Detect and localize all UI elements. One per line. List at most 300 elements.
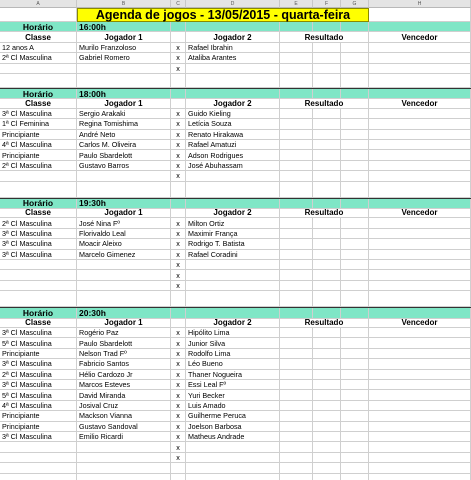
resultado-cell-2[interactable] [313,270,341,280]
resultado-cell-1[interactable] [280,218,313,228]
jogador1-cell[interactable]: Florivaldo Leal [77,229,171,239]
resultado-cell-3[interactable] [341,239,369,249]
vencedor-cell[interactable] [369,119,471,129]
blank-cell[interactable] [313,74,341,88]
blank-cell[interactable] [186,74,280,88]
vencedor-cell[interactable] [369,229,471,239]
jogador1-cell[interactable]: Moacir Aleixo [77,239,171,249]
resultado-cell-2[interactable] [313,328,341,338]
vencedor-cell[interactable] [369,432,471,442]
classe-header[interactable]: Classe [0,318,77,328]
vencedor-header[interactable]: Vencedor [369,208,471,218]
jogador1-cell[interactable]: Regina Tomishima [77,119,171,129]
resultado-cell-2[interactable] [313,218,341,228]
classe-cell[interactable]: 2ª Cl Masculina [0,218,77,228]
vs-cell[interactable]: x [171,281,186,291]
resultado-cell-1[interactable] [280,130,313,140]
column-header-c[interactable]: C [171,0,186,8]
blank-cell[interactable] [369,74,471,88]
title-row-blank-a[interactable] [0,8,77,22]
resultado-cell-3[interactable] [341,260,369,270]
time-row-fill[interactable] [186,22,280,32]
blank-cell[interactable] [77,474,171,480]
resultado-cell-3[interactable] [341,161,369,171]
vencedor-cell[interactable] [369,109,471,119]
classe-cell[interactable]: Principiante [0,422,77,432]
resultado-cell-3[interactable] [341,401,369,411]
blank-cell[interactable] [280,463,313,473]
classe-cell[interactable] [0,64,77,74]
jogador1-cell[interactable] [77,442,171,452]
vencedor-cell[interactable] [369,390,471,400]
horario-label[interactable]: Horário [0,22,77,32]
blank-cell[interactable] [280,291,313,307]
resultado-cell-3[interactable] [341,328,369,338]
blank-cell[interactable] [0,182,77,198]
resultado-cell-1[interactable] [280,150,313,160]
blank-cell[interactable] [77,182,171,198]
blank-cell[interactable] [77,74,171,88]
column-header-g[interactable]: G [341,0,369,8]
resultado-cell-2[interactable] [313,359,341,369]
resultado-cell-1[interactable] [280,250,313,260]
classe-cell[interactable]: 4ª Cl Masculina [0,140,77,150]
vencedor-cell[interactable] [369,218,471,228]
resultado-cell-1[interactable] [280,140,313,150]
resultado-cell-3[interactable] [341,359,369,369]
time-value[interactable]: 19:30h [77,199,171,209]
classe-cell[interactable]: Principiante [0,130,77,140]
resultado-cell-3[interactable] [341,349,369,359]
blank-cell[interactable] [0,74,77,88]
resultado-header[interactable]: Resultado [280,98,369,108]
classe-cell[interactable]: 3ª Cl Masculina [0,328,77,338]
resultado-cell-1[interactable] [280,401,313,411]
vencedor-cell[interactable] [369,53,471,63]
blank-cell[interactable] [171,182,186,198]
classe-cell[interactable] [0,453,77,463]
classe-cell[interactable]: 3ª Cl Masculina [0,380,77,390]
resultado-cell-1[interactable] [280,239,313,249]
vencedor-cell[interactable] [369,171,471,181]
resultado-cell-1[interactable] [280,109,313,119]
resultado-cell-3[interactable] [341,338,369,348]
jogador2-cell[interactable]: Luis Amado [186,401,280,411]
time-value[interactable]: 18:00h [77,89,171,99]
vs-cell[interactable]: x [171,349,186,359]
jogador2-cell[interactable]: Léo Bueno [186,359,280,369]
classe-cell[interactable]: 3ª Cl Masculina [0,359,77,369]
vs-cell[interactable]: x [171,53,186,63]
resultado-cell-3[interactable] [341,130,369,140]
vencedor-cell[interactable] [369,260,471,270]
jogador2-cell[interactable]: Guilherme Peruca [186,411,280,421]
classe-cell[interactable]: 1ª Cl Feminina [0,119,77,129]
vs-cell[interactable]: x [171,359,186,369]
classe-cell[interactable]: 3ª Cl Masculina [0,239,77,249]
resultado-cell-2[interactable] [313,260,341,270]
jogador1-cell[interactable]: José Nina Fº [77,218,171,228]
blank-cell[interactable] [313,463,341,473]
resultado-cell-3[interactable] [341,171,369,181]
resultado-cell-1[interactable] [280,270,313,280]
horario-label[interactable]: Horário [0,308,77,318]
resultado-cell-1[interactable] [280,281,313,291]
vs-cell[interactable]: x [171,130,186,140]
resultado-cell-1[interactable] [280,229,313,239]
vencedor-cell[interactable] [369,161,471,171]
vs-header-blank[interactable] [171,32,186,42]
vencedor-cell[interactable] [369,328,471,338]
vencedor-cell[interactable] [369,422,471,432]
resultado-cell-1[interactable] [280,390,313,400]
vs-cell[interactable]: x [171,401,186,411]
jogador2-cell[interactable] [186,442,280,452]
resultado-cell-1[interactable] [280,171,313,181]
jogador1-cell[interactable]: Fabricio Santos [77,359,171,369]
jogador1-cell[interactable]: Marcos Esteves [77,380,171,390]
time-row-fill[interactable] [280,22,313,32]
resultado-cell-3[interactable] [341,119,369,129]
vencedor-cell[interactable] [369,401,471,411]
vs-cell[interactable]: x [171,338,186,348]
jogador2-cell[interactable]: Adson Rodrigues [186,150,280,160]
jogador2-cell[interactable]: Rafael Coradini [186,250,280,260]
resultado-header[interactable]: Resultado [280,32,369,42]
resultado-cell-1[interactable] [280,119,313,129]
blank-cell[interactable] [369,182,471,198]
jogador1-cell[interactable] [77,270,171,280]
vencedor-cell[interactable] [369,130,471,140]
vencedor-cell[interactable] [369,281,471,291]
classe-header[interactable]: Classe [0,32,77,42]
jogador1-header[interactable]: Jogador 1 [77,32,171,42]
vs-cell[interactable]: x [171,150,186,160]
blank-cell[interactable] [0,463,77,473]
vencedor-cell[interactable] [369,64,471,74]
resultado-cell-3[interactable] [341,109,369,119]
title-row-blank-h[interactable] [369,8,471,22]
jogador1-cell[interactable]: Murilo Franzoloso [77,43,171,53]
jogador1-cell[interactable]: André Neto [77,130,171,140]
vencedor-cell[interactable] [369,338,471,348]
classe-cell[interactable] [0,281,77,291]
blank-cell[interactable] [77,291,171,307]
jogador2-cell[interactable]: Letícia Souza [186,119,280,129]
vs-cell[interactable]: x [171,140,186,150]
classe-header[interactable]: Classe [0,98,77,108]
jogador2-cell[interactable]: Hipólito Lima [186,328,280,338]
jogador2-cell[interactable] [186,270,280,280]
jogador2-cell[interactable] [186,281,280,291]
resultado-cell-3[interactable] [341,442,369,452]
blank-cell[interactable] [186,474,280,480]
blank-cell[interactable] [186,182,280,198]
resultado-cell-1[interactable] [280,422,313,432]
jogador1-cell[interactable]: Carlos M. Oliveira [77,140,171,150]
resultado-cell-2[interactable] [313,442,341,452]
jogador1-cell[interactable] [77,171,171,181]
resultado-cell-1[interactable] [280,380,313,390]
resultado-cell-3[interactable] [341,229,369,239]
resultado-cell-2[interactable] [313,130,341,140]
blank-cell[interactable] [77,463,171,473]
resultado-cell-2[interactable] [313,401,341,411]
jogador2-cell[interactable]: Essi Leal Fº [186,380,280,390]
sheet-title[interactable]: Agenda de jogos - 13/05/2015 - quarta-feira [77,8,369,22]
blank-cell[interactable] [171,474,186,480]
resultado-cell-2[interactable] [313,281,341,291]
resultado-cell-3[interactable] [341,281,369,291]
classe-header[interactable]: Classe [0,208,77,218]
jogador2-cell[interactable]: Thaner Nogueira [186,370,280,380]
resultado-cell-2[interactable] [313,411,341,421]
resultado-cell-2[interactable] [313,43,341,53]
resultado-cell-2[interactable] [313,239,341,249]
vs-cell[interactable]: x [171,250,186,260]
jogador1-cell[interactable]: Paulo Sbardelott [77,150,171,160]
jogador1-cell[interactable]: Marcelo Gimenez [77,250,171,260]
resultado-cell-1[interactable] [280,64,313,74]
jogador2-cell[interactable]: Rodolfo Lima [186,349,280,359]
classe-cell[interactable]: 3ª Cl Masculina [0,250,77,260]
jogador2-cell[interactable]: Yuri Becker [186,390,280,400]
jogador2-cell[interactable] [186,171,280,181]
jogador1-cell[interactable] [77,453,171,463]
jogador1-cell[interactable]: Paulo Sbardelott [77,338,171,348]
resultado-cell-2[interactable] [313,422,341,432]
vencedor-cell[interactable] [369,359,471,369]
vs-cell[interactable]: x [171,43,186,53]
jogador1-cell[interactable]: Gustavo Sandoval [77,422,171,432]
time-row-fill[interactable] [313,22,341,32]
blank-cell[interactable] [313,291,341,307]
blank-cell[interactable] [280,74,313,88]
resultado-cell-1[interactable] [280,161,313,171]
vs-cell[interactable]: x [171,161,186,171]
blank-cell[interactable] [186,463,280,473]
classe-cell[interactable]: 2ª Cl Masculina [0,161,77,171]
resultado-cell-3[interactable] [341,411,369,421]
vs-cell[interactable]: x [171,270,186,280]
classe-cell[interactable] [0,260,77,270]
vs-cell[interactable]: x [171,411,186,421]
classe-cell[interactable] [0,442,77,452]
resultado-cell-1[interactable] [280,43,313,53]
classe-cell[interactable]: Principiante [0,349,77,359]
blank-cell[interactable] [369,463,471,473]
jogador1-cell[interactable]: Josival Cruz [77,401,171,411]
jogador1-cell[interactable] [77,64,171,74]
horario-label[interactable]: Horário [0,89,77,99]
resultado-cell-3[interactable] [341,390,369,400]
vencedor-cell[interactable] [369,380,471,390]
column-header-h[interactable]: H [369,0,471,8]
classe-cell[interactable] [0,171,77,181]
resultado-header[interactable]: Resultado [280,318,369,328]
classe-cell[interactable]: Principiante [0,411,77,421]
resultado-cell-3[interactable] [341,64,369,74]
resultado-cell-2[interactable] [313,453,341,463]
time-row-fill[interactable] [369,22,471,32]
vencedor-cell[interactable] [369,349,471,359]
jogador2-cell[interactable]: Renato Hirakawa [186,130,280,140]
jogador2-header[interactable]: Jogador 2 [186,318,280,328]
jogador1-cell[interactable] [77,281,171,291]
blank-cell[interactable] [186,291,280,307]
time-value[interactable]: 16:00h [77,22,171,32]
blank-cell[interactable] [341,291,369,307]
classe-cell[interactable]: 5ª Cl Masculina [0,390,77,400]
resultado-cell-1[interactable] [280,453,313,463]
blank-cell[interactable] [341,474,369,480]
vencedor-cell[interactable] [369,370,471,380]
jogador1-cell[interactable] [77,260,171,270]
vs-cell[interactable]: x [171,370,186,380]
vencedor-cell[interactable] [369,43,471,53]
jogador2-cell[interactable]: Joelson Barbosa [186,422,280,432]
vencedor-header[interactable]: Vencedor [369,318,471,328]
vs-cell[interactable]: x [171,422,186,432]
vs-header-blank[interactable] [171,98,186,108]
resultado-cell-3[interactable] [341,380,369,390]
resultado-cell-2[interactable] [313,171,341,181]
resultado-cell-1[interactable] [280,328,313,338]
vencedor-cell[interactable] [369,442,471,452]
resultado-cell-1[interactable] [280,432,313,442]
resultado-cell-1[interactable] [280,359,313,369]
vencedor-cell[interactable] [369,453,471,463]
vs-cell[interactable]: x [171,229,186,239]
blank-cell[interactable] [171,463,186,473]
time-row-fill[interactable] [171,22,186,32]
vencedor-cell[interactable] [369,140,471,150]
vs-cell[interactable]: x [171,239,186,249]
blank-cell[interactable] [171,74,186,88]
resultado-cell-3[interactable] [341,422,369,432]
classe-cell[interactable]: 2ª Cl Masculina [0,370,77,380]
resultado-cell-2[interactable] [313,370,341,380]
jogador1-header[interactable]: Jogador 1 [77,318,171,328]
vs-cell[interactable]: x [171,453,186,463]
vencedor-cell[interactable] [369,239,471,249]
jogador1-cell[interactable]: Sergio Arakaki [77,109,171,119]
jogador2-cell[interactable]: Guido Kieling [186,109,280,119]
jogador2-cell[interactable] [186,260,280,270]
jogador1-cell[interactable]: Rogério Paz [77,328,171,338]
vs-cell[interactable]: x [171,390,186,400]
vs-cell[interactable]: x [171,171,186,181]
resultado-cell-1[interactable] [280,411,313,421]
resultado-cell-2[interactable] [313,109,341,119]
vencedor-header[interactable]: Vencedor [369,32,471,42]
vs-cell[interactable]: x [171,380,186,390]
jogador2-cell[interactable]: Rafael Amatuzi [186,140,280,150]
blank-cell[interactable] [341,463,369,473]
resultado-cell-2[interactable] [313,161,341,171]
resultado-cell-3[interactable] [341,432,369,442]
vs-cell[interactable]: x [171,109,186,119]
vencedor-cell[interactable] [369,411,471,421]
blank-cell[interactable] [313,182,341,198]
resultado-cell-2[interactable] [313,390,341,400]
jogador1-cell[interactable]: Mackson Vianna [77,411,171,421]
jogador1-header[interactable]: Jogador 1 [77,98,171,108]
resultado-cell-2[interactable] [313,53,341,63]
vs-cell[interactable]: x [171,119,186,129]
resultado-cell-2[interactable] [313,64,341,74]
blank-cell[interactable] [369,291,471,307]
resultado-cell-1[interactable] [280,370,313,380]
resultado-cell-2[interactable] [313,338,341,348]
classe-cell[interactable]: 5ª Cl Masculina [0,338,77,348]
time-row-fill[interactable] [341,22,369,32]
resultado-cell-2[interactable] [313,349,341,359]
blank-cell[interactable] [280,474,313,480]
jogador2-cell[interactable]: Rodrigo T. Batista [186,239,280,249]
vs-cell[interactable]: x [171,64,186,74]
column-header-e[interactable]: E [280,0,313,8]
classe-cell[interactable] [0,270,77,280]
resultado-cell-1[interactable] [280,53,313,63]
jogador2-header[interactable]: Jogador 2 [186,32,280,42]
resultado-cell-3[interactable] [341,43,369,53]
jogador2-header[interactable]: Jogador 2 [186,98,280,108]
resultado-header[interactable]: Resultado [280,208,369,218]
horario-label[interactable]: Horário [0,199,77,209]
column-header-a[interactable]: A [0,0,77,8]
jogador2-cell[interactable]: Rafael Ibrahin [186,43,280,53]
resultado-cell-2[interactable] [313,140,341,150]
vs-cell[interactable]: x [171,442,186,452]
jogador2-cell[interactable]: José Abuhassam [186,161,280,171]
classe-cell[interactable]: 4ª Cl Masculina [0,401,77,411]
vs-cell[interactable]: x [171,260,186,270]
resultado-cell-1[interactable] [280,442,313,452]
vencedor-cell[interactable] [369,270,471,280]
column-header-d[interactable]: D [186,0,280,8]
vencedor-header[interactable]: Vencedor [369,98,471,108]
jogador2-cell[interactable]: Maximir França [186,229,280,239]
blank-cell[interactable] [341,182,369,198]
resultado-cell-3[interactable] [341,270,369,280]
blank-cell[interactable] [280,182,313,198]
column-header-f[interactable]: F [313,0,341,8]
vs-header-blank[interactable] [171,208,186,218]
column-header-b[interactable]: B [77,0,171,8]
resultado-cell-3[interactable] [341,250,369,260]
classe-cell[interactable]: 12 anos A [0,43,77,53]
resultado-cell-3[interactable] [341,218,369,228]
vs-cell[interactable]: x [171,218,186,228]
resultado-cell-1[interactable] [280,260,313,270]
jogador2-header[interactable]: Jogador 2 [186,208,280,218]
classe-cell[interactable]: 3ª Cl Masculina [0,229,77,239]
blank-cell[interactable] [341,74,369,88]
vs-cell[interactable]: x [171,432,186,442]
jogador2-cell[interactable]: Milton Ortiz [186,218,280,228]
vencedor-cell[interactable] [369,250,471,260]
classe-cell[interactable]: 3ª Cl Masculina [0,432,77,442]
resultado-cell-3[interactable] [341,53,369,63]
vs-header-blank[interactable] [171,318,186,328]
resultado-cell-2[interactable] [313,432,341,442]
blank-cell[interactable] [0,291,77,307]
blank-cell[interactable] [0,474,77,480]
classe-cell[interactable]: Principiante [0,150,77,160]
resultado-cell-3[interactable] [341,140,369,150]
jogador2-cell[interactable]: Junior Silva [186,338,280,348]
